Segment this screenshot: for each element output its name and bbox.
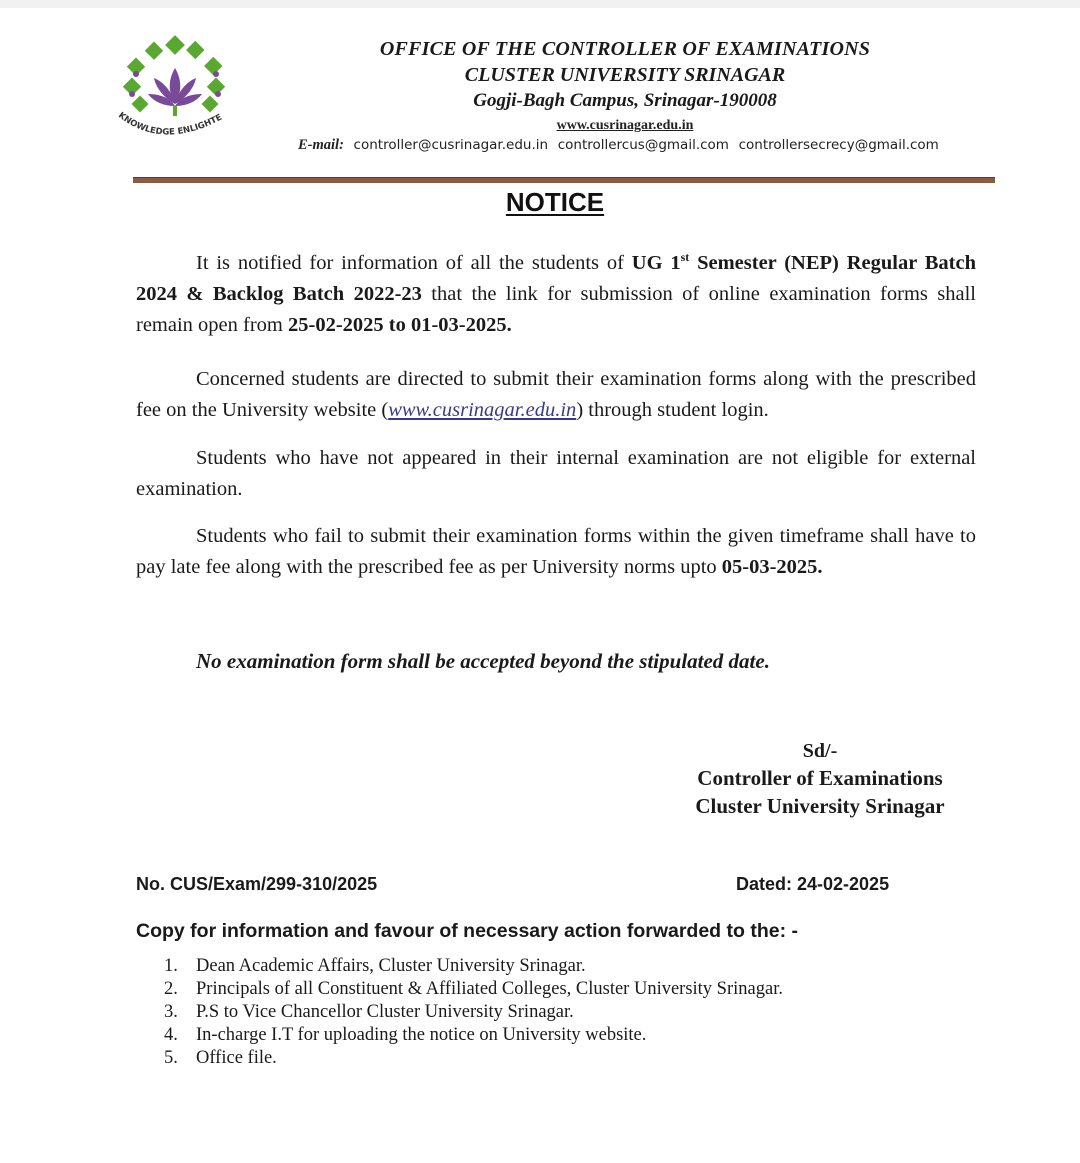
list-item: 3. P.S to Vice Chancellor Cluster University Srinagar.	[164, 1002, 574, 1022]
email-label: E-mail:	[298, 137, 344, 153]
campus-address: Gogji-Bagh Campus, Srinagar-190008	[473, 90, 777, 111]
website-link[interactable]: www.cusrinagar.edu.in	[556, 118, 694, 133]
email-address[interactable]: controllercus@gmail.com	[557, 137, 729, 153]
list-item: 4. In-charge I.T for uploading the notice on University website.	[164, 1025, 647, 1045]
header-divider	[133, 177, 995, 183]
copy-list	[164, 955, 783, 1070]
university-logo	[112, 30, 240, 160]
notice-paragraph-1: It is notified for information of all the students of UG 1st Semester (NEP) Regular Batch 2024 & Backlog Batch 2022-23 that the link for submission of online examination forms shall remain open from 25-02-2025 to 01-03-2025.	[136, 250, 976, 336]
reference-number: No. CUS/Exam/299-310/2025	[136, 874, 378, 894]
notice-title: NOTICE	[505, 187, 605, 217]
email-address[interactable]: controllersecrecy@gmail.com	[738, 137, 939, 153]
office-title: OFFICE OF THE CONTROLLER OF EXAMINATIONS	[379, 38, 871, 60]
notice-paragraph-3: Students who have not appeared in their internal examination are not eligible for external examination.	[136, 447, 976, 500]
top-strip	[0, 0, 1080, 8]
list-item: 5. Office file.	[164, 1048, 277, 1068]
email-address[interactable]: controller@cusrinagar.edu.in	[353, 137, 549, 153]
email-line	[298, 137, 945, 154]
reference-date: Dated: 24-02-2025	[736, 874, 890, 894]
notice-paragraph-4: Students who fail to submit their examination forms within the given timeframe shall have to pay late fee along with the prescribed fee as per University norms upto 05-03-2025.	[136, 525, 976, 578]
website-inline-link[interactable]: www.cusrinagar.edu.in	[388, 399, 577, 421]
university-name: CLUSTER UNIVERSITY SRINAGAR	[464, 64, 786, 86]
signature-designation: Controller of Examinations	[697, 766, 943, 790]
copy-heading: Copy for information and favour of necessary action forwarded to the: -	[136, 920, 798, 942]
signature-sd: Sd/-	[802, 740, 838, 762]
notice-paragraph-2: Concerned students are directed to submit their examination forms along with the prescribed fee on the University website (www.cusrinagar.edu.in) through student login.	[136, 368, 976, 421]
list-item: 1. Dean Academic Affairs, Cluster University Srinagar.	[164, 956, 586, 976]
signature-institution: Cluster University Srinagar	[695, 794, 945, 818]
logo-motto: KNOWLEDGE ENLIGHTE	[116, 110, 224, 138]
list-item: 2. Principals of all Constituent & Affiliated Colleges, Cluster University Srinagar.	[164, 979, 783, 999]
final-note: No examination form shall be accepted beyond the stipulated date.	[196, 649, 770, 673]
